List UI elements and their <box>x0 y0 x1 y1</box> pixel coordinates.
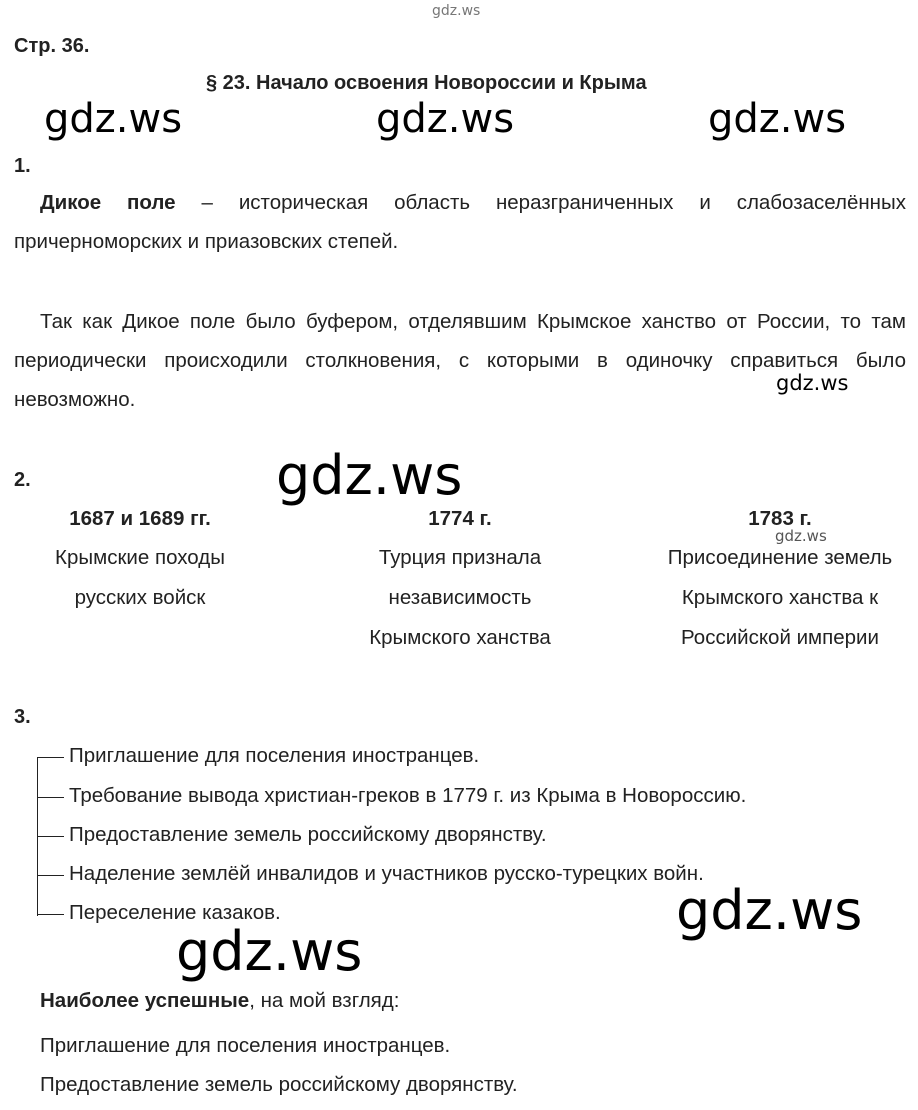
timeline-line: Турция признала <box>378 546 542 569</box>
watermark-right: gdz.ws <box>708 96 847 142</box>
task1-term: Дикое поле <box>40 191 176 214</box>
bracket-tick <box>38 914 64 915</box>
timeline-column <box>330 500 590 658</box>
list-item: Предоставление земель российскому дворянству. <box>69 823 547 846</box>
page-label: Стр. 36. <box>14 35 90 57</box>
task2-number: 2. <box>14 469 31 491</box>
list-bracket <box>37 757 64 916</box>
watermark-task3-left: gdz.ws <box>176 920 363 983</box>
bracket-tick <box>38 757 64 758</box>
timeline-column <box>640 500 918 658</box>
bracket-tick <box>38 797 64 798</box>
timeline-line: независимость <box>388 586 532 609</box>
list-item: Требование вывода христиан-греков в 1779 г. из Крыма в Новороссию. <box>69 784 747 807</box>
answer-item: Приглашение для поселения иностранцев. <box>40 1034 451 1057</box>
task1-number: 1. <box>14 155 31 177</box>
timeline-line: Присоединение земель <box>667 546 893 569</box>
task1-definition <box>14 183 906 261</box>
watermark-task2: gdz.ws <box>276 444 463 507</box>
bracket-tick <box>38 875 64 876</box>
list-item: Наделение землёй инвалидов и участников русско-турецких войн. <box>69 862 704 885</box>
timeline-line: Крымского ханства <box>369 626 551 649</box>
watermark-center: gdz.ws <box>376 96 515 142</box>
list-item: Переселение казаков. <box>69 901 281 924</box>
watermark-top: gdz.ws <box>432 3 481 19</box>
answer-item: Предоставление земель российскому дворянству. <box>40 1073 518 1096</box>
timeline-column <box>20 500 260 618</box>
list-item: Приглашение для поселения иностранцев. <box>69 744 480 767</box>
task3-number: 3. <box>14 706 31 728</box>
conclusion <box>40 989 399 1013</box>
conclusion-text: , на мой взгляд: <box>249 989 400 1012</box>
watermark-para: gdz.ws <box>776 371 849 395</box>
watermark-task3-right: gdz.ws <box>676 879 863 942</box>
task1-paragraph: Так как Дикое поле было буфером, отделявшим Крымское ханство от России, то там периодически происходили столкновения, с которыми в одиночку справиться было невозможно. <box>14 310 906 411</box>
timeline-year: 1783 г. <box>748 507 812 530</box>
bracket-tick <box>38 836 64 837</box>
timeline-line: Российской империи <box>681 626 879 649</box>
timeline-line: Крымского ханства к <box>681 586 879 609</box>
task1-definition-text: – историческая область неразграниченных и слабозаселённых причерноморских и приазовских степей. <box>14 191 906 253</box>
watermark-left: gdz.ws <box>44 96 183 142</box>
timeline-year: 1774 г. <box>428 507 492 530</box>
watermark-year: gdz.ws <box>775 527 827 545</box>
timeline-line: русских войск <box>74 586 206 609</box>
conclusion-bold: Наиболее успешные <box>40 989 250 1012</box>
timeline-year: 1687 и 1689 гг. <box>69 507 211 530</box>
page-title: § 23. Начало освоения Новороссии и Крыма <box>206 72 647 94</box>
timeline-line: Крымские походы <box>55 546 225 569</box>
